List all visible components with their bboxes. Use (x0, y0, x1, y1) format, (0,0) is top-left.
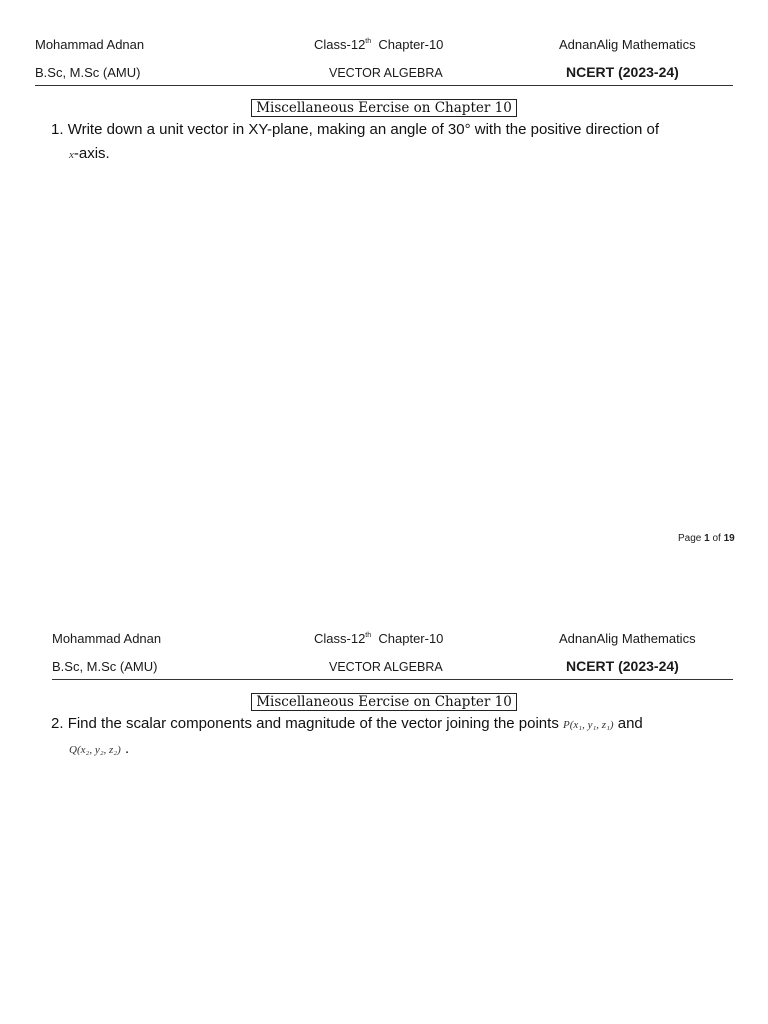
exercise-title-box: Miscellaneous Eercise on Chapter 10 (251, 99, 517, 117)
header-class-sup: th (365, 38, 372, 45)
math-x: x (69, 149, 74, 161)
header-class: Class-12 (314, 37, 366, 52)
header-author: Mohammad Adnan (52, 631, 162, 646)
question-text: Find the scalar components and magnitude of the vector joining the points (67, 715, 559, 732)
header-brand: AdnanAlig Mathematics (559, 37, 696, 52)
header-author: Mohammad Adnan (35, 37, 145, 52)
header-degree: B.Sc, M.Sc (AMU) (52, 659, 158, 674)
page-label-prefix: Page (678, 533, 702, 544)
question-number: 1. (51, 121, 64, 138)
header-chapter: Chapter-10 (378, 37, 444, 52)
question-and: and (617, 715, 643, 732)
header-class: Class-12 (314, 631, 366, 646)
header-rule (52, 679, 733, 680)
header-class-chapter (314, 631, 443, 646)
question-end: . (124, 740, 130, 757)
header-chapter: Chapter-10 (378, 631, 444, 646)
exercise-title-box: Miscellaneous Eercise on Chapter 10 (251, 693, 517, 711)
header-ncert: NCERT (2023-24) (566, 64, 679, 80)
page-current: 1 (704, 533, 710, 544)
header-ncert: NCERT (2023-24) (566, 658, 679, 674)
header-topic: VECTOR ALGEBRA (329, 660, 443, 674)
page-label-of: of (712, 533, 721, 544)
question-2-line-1 (51, 712, 741, 737)
header-brand: AdnanAlig Mathematics (559, 631, 696, 646)
question-text-cont: -axis. (73, 145, 110, 162)
header-degree: B.Sc, M.Sc (AMU) (35, 65, 141, 80)
math-point-p: P(x₁, y₁, z₁) (563, 719, 614, 731)
header-class-sup: th (365, 632, 372, 639)
question-2-line-2 (51, 737, 741, 762)
question-number: 2. (51, 715, 64, 732)
math-point-q: Q(x₂, y₂, z₂) (69, 744, 121, 756)
header-topic: VECTOR ALGEBRA (329, 66, 443, 80)
page-total: 19 (723, 533, 735, 544)
question-text: Write down a unit vector in XY-plane, making an angle of 30° with the positive direction of (67, 121, 660, 138)
question-2 (51, 712, 741, 762)
